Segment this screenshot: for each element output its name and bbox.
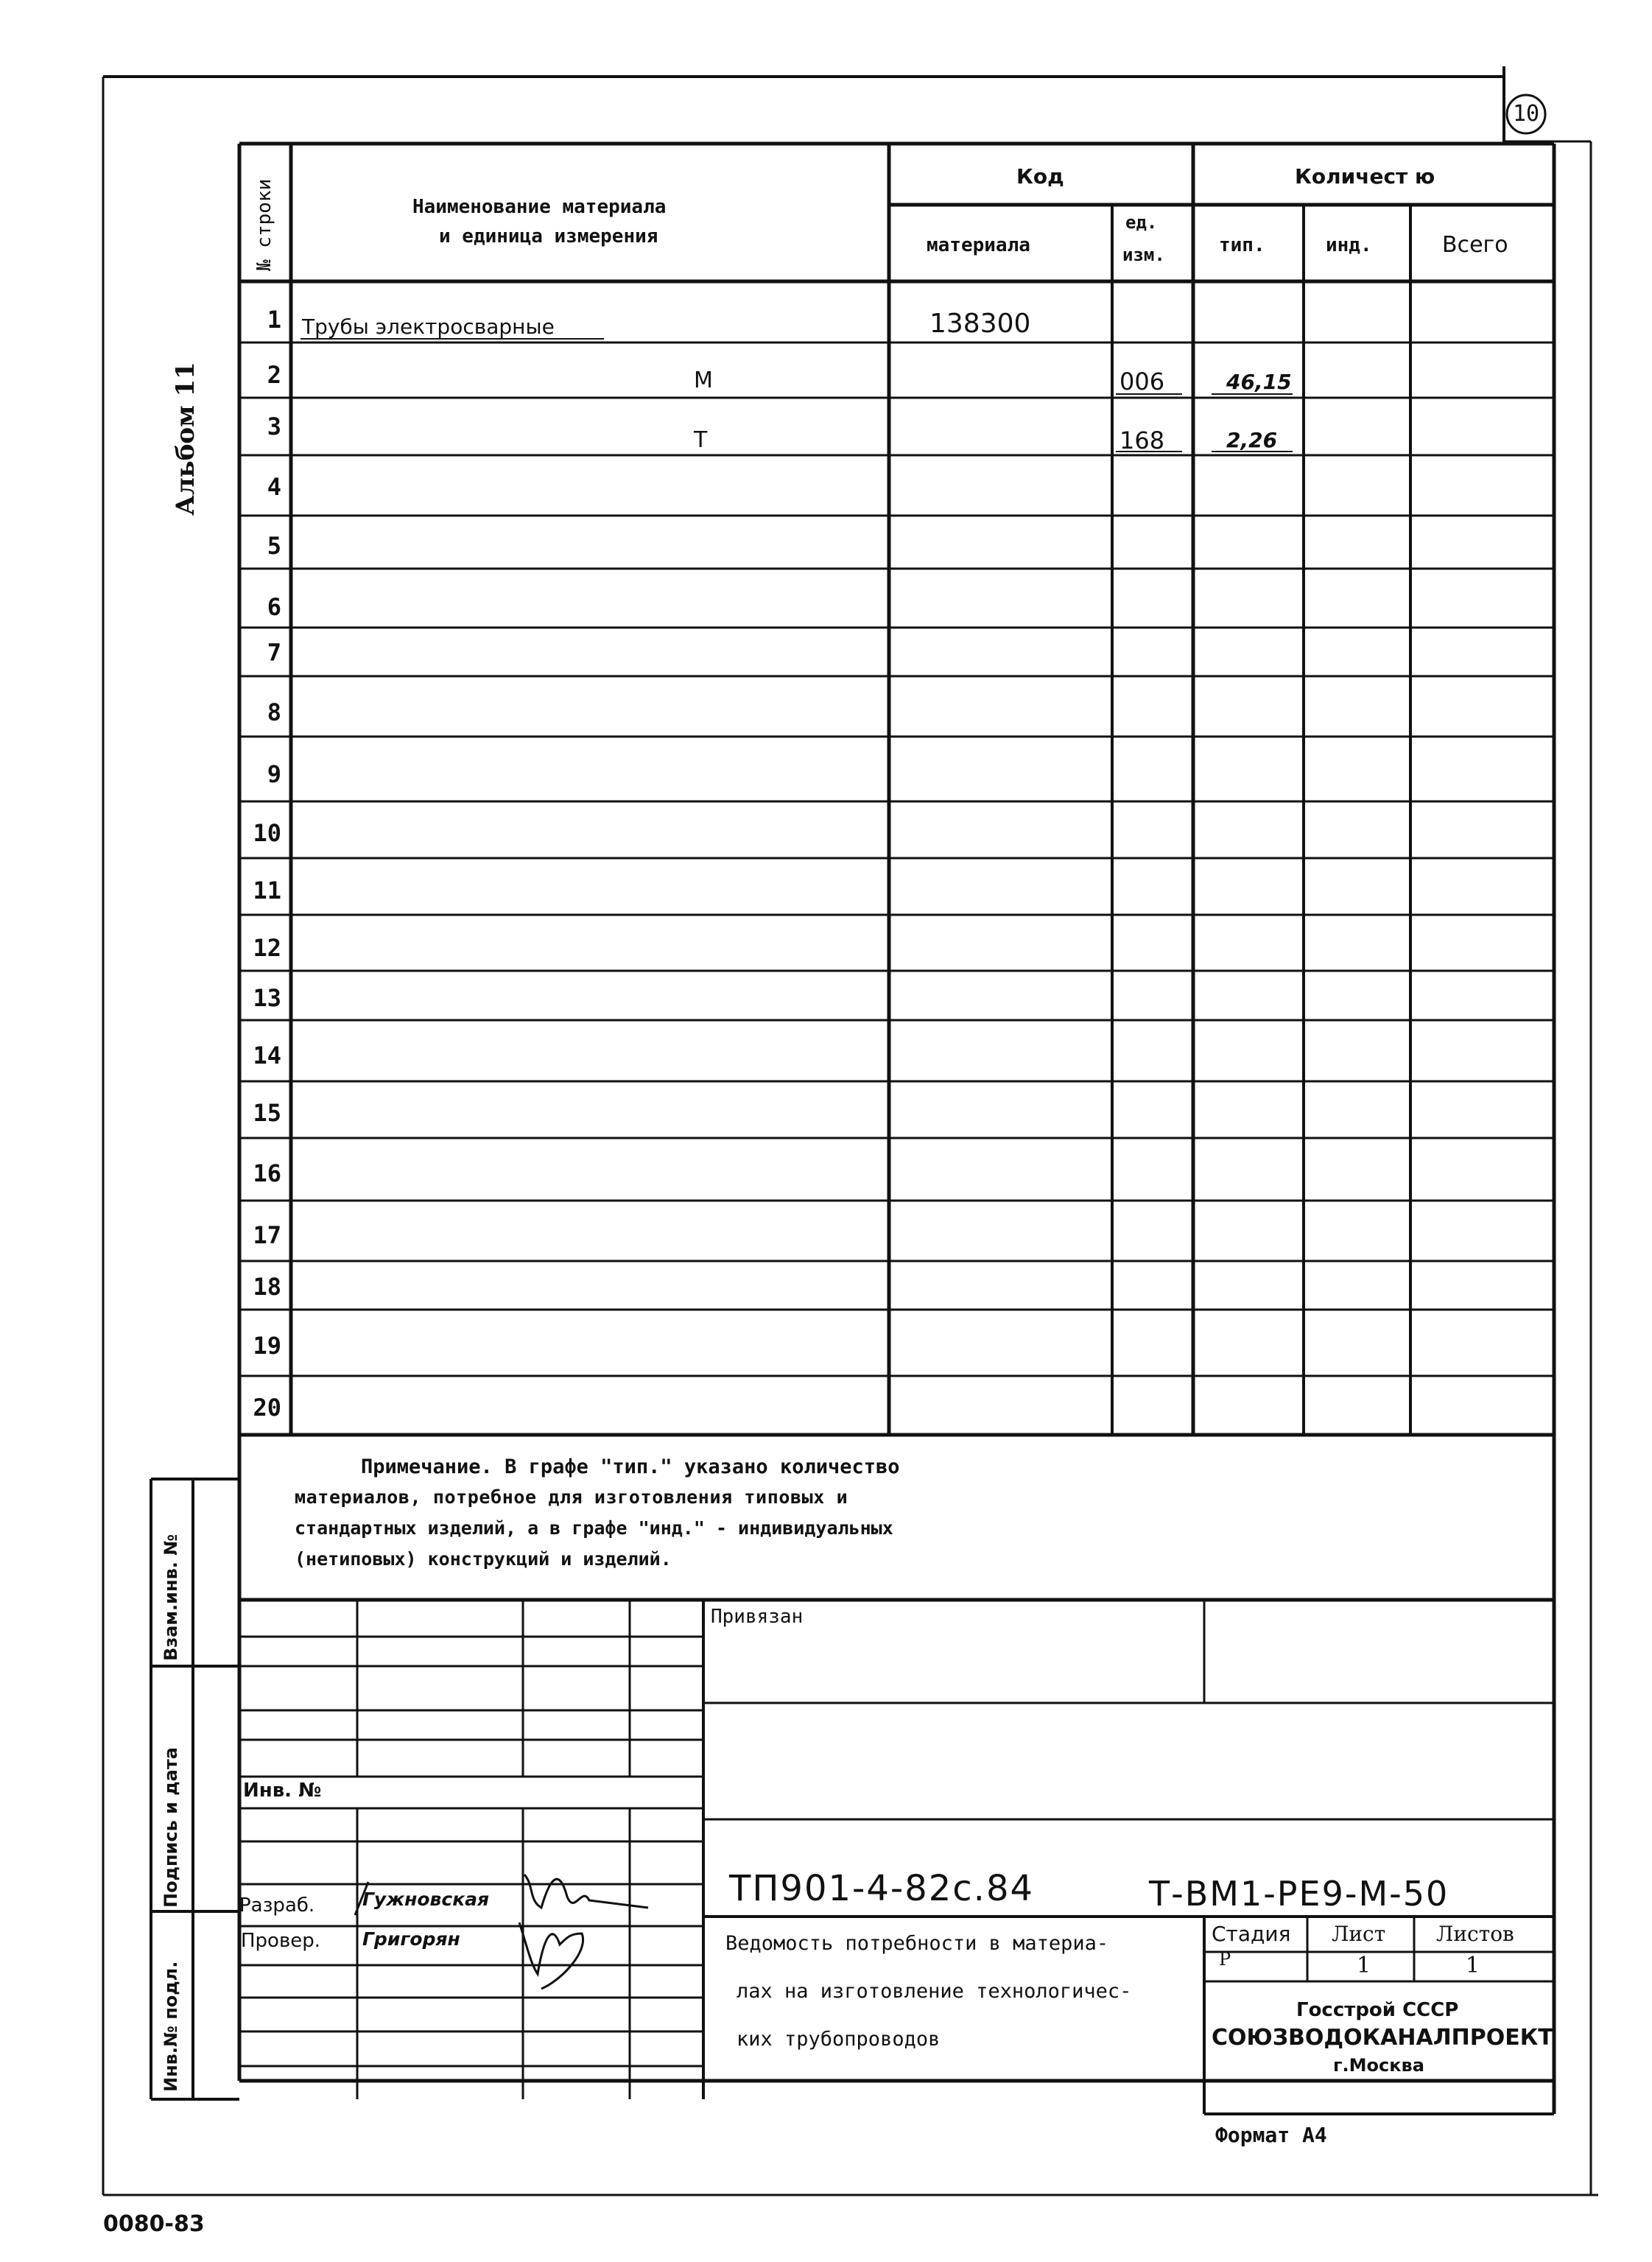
row-number: 9: [267, 760, 281, 788]
razrab-signature-mark: [524, 1875, 648, 1908]
document-code: ТП901-4-82с.84: [729, 1868, 1035, 1909]
privyazan-label: Привязан: [711, 1606, 804, 1628]
header-quantity: Количест ю: [1295, 164, 1435, 189]
header-material: материала: [927, 234, 1030, 256]
org-line3: г.Москва: [1333, 2055, 1424, 2076]
row2-unit: 006: [1120, 368, 1165, 396]
org-line1: Госстрой СССР: [1296, 1999, 1459, 2021]
row1-name: Трубы электросварные: [302, 315, 555, 339]
document-mark: Т-ВМ1-РЕ9-М-50: [1149, 1874, 1449, 1914]
side-label-podpis: Подпись и дата: [161, 1747, 181, 1908]
row-number: 19: [253, 1332, 281, 1360]
prover-name: Григорян: [362, 1928, 460, 1950]
razrab-label: Разраб.: [239, 1894, 315, 1917]
page-number: 10: [1513, 101, 1540, 127]
sheet-label: Лист: [1332, 1922, 1386, 1946]
prover-label: Провер.: [241, 1930, 321, 1952]
header-typ: тип.: [1219, 234, 1265, 256]
row-number: 6: [267, 593, 281, 621]
row2-typ: 46,15: [1226, 370, 1292, 394]
header-name-line2: и единица измерения: [439, 225, 658, 247]
row-number: 16: [253, 1159, 281, 1187]
title-line2: лах на изготовление технологичес-: [737, 1980, 1132, 2003]
row-number: 20: [253, 1394, 281, 1422]
row-number: 11: [253, 877, 281, 905]
album-label: Альбом 11: [171, 362, 200, 516]
row3-typ: 2,26: [1226, 428, 1278, 452]
row3-name: Т: [694, 427, 708, 453]
note-line4: (нетиповых) конструкций и изделий.: [295, 1548, 672, 1570]
row-number: 17: [253, 1221, 281, 1249]
razrab-name: Гужновская: [362, 1889, 490, 1910]
side-label-inv-podl: Инв.№ подл.: [161, 1961, 181, 2092]
row1-code: 138300: [929, 309, 1031, 339]
bottom-code: 0080-83: [103, 2211, 205, 2237]
row-number: 1: [267, 306, 281, 334]
row-number: 7: [267, 639, 281, 667]
prover-signature-mark: [519, 1922, 583, 1989]
sheets-value: 1: [1466, 1953, 1480, 1978]
row-number: 13: [253, 984, 281, 1012]
header-unit-line1: ед.: [1125, 212, 1158, 233]
stage-value: Р: [1219, 1949, 1231, 1970]
row-number: 10: [253, 819, 281, 847]
note-line1: Примечание. В графе "тип." указано количество: [361, 1455, 900, 1478]
format-label: Формат А4: [1215, 2123, 1327, 2147]
row-number: 12: [253, 934, 281, 962]
row-number: 15: [253, 1099, 281, 1127]
row-number: 14: [253, 1042, 281, 1069]
header-ind: инд.: [1326, 234, 1372, 256]
stage-label: Стадия: [1212, 1922, 1291, 1946]
header-name-line1: Наименование материала: [412, 196, 667, 218]
row-number: 5: [267, 532, 281, 560]
title-line1: Ведомость потребности в материа-: [725, 1932, 1109, 1955]
org-line2: СОЮЗВОДОКАНАЛПРОЕКТ: [1212, 2025, 1553, 2051]
razrab-slash-mark: [355, 1882, 368, 1915]
row2-name: М: [694, 368, 713, 393]
row-number: 3: [267, 412, 281, 440]
title-line3: ких трубопроводов: [737, 2028, 941, 2051]
row3-unit: 168: [1120, 426, 1165, 454]
row-number: 8: [267, 698, 281, 726]
side-label-vzam: Взам.инв. №: [161, 1534, 181, 1661]
row-number: 4: [267, 473, 281, 501]
note-line3: стандартных изделий, а в графе "инд." - индивидуальных: [295, 1517, 893, 1539]
sheets-label: Листов: [1436, 1922, 1514, 1946]
inv-no-label: Инв. №: [243, 1780, 322, 1802]
sheet-value: 1: [1357, 1953, 1371, 1978]
row-number: 18: [253, 1273, 281, 1301]
row-number: 2: [267, 361, 281, 389]
header-row-number: № строки: [253, 178, 275, 271]
header-code: Код: [1016, 164, 1064, 189]
header-total: Всего: [1442, 232, 1508, 258]
note-line2: материалов, потребное для изготовления типовых и: [295, 1486, 848, 1508]
header-unit-line2: изм.: [1122, 245, 1165, 265]
